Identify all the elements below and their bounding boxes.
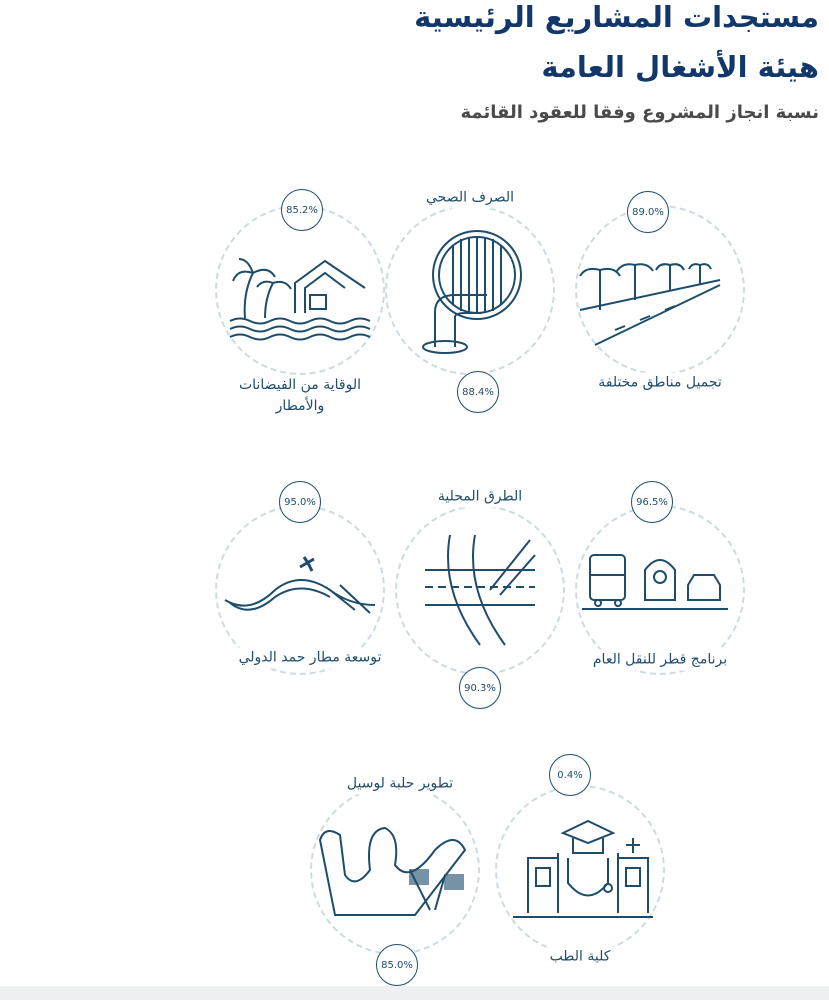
project-label: تجميل مناطق مختلفة: [595, 373, 725, 394]
footer-strip: [0, 986, 829, 1000]
page-description: نسبة انجاز المشروع وفقا للعقود القائمة: [460, 102, 819, 123]
progress-badge: 95.0%: [279, 481, 321, 523]
roads-icon: [420, 530, 540, 650]
progress-badge: 96.5%: [631, 481, 673, 523]
project-label: توسعة مطار حمد الدولي: [236, 648, 385, 669]
project-label: الوقاية من الفيضانات والأمطار: [222, 375, 378, 417]
transport-icon: [580, 545, 730, 615]
flood-house-icon: [225, 253, 375, 343]
airport-icon: [220, 555, 380, 625]
progress-badge: 89.0%: [627, 191, 669, 233]
progress-badge: 85.2%: [281, 189, 323, 231]
project-label: تطوير حلبة لوسيل: [344, 774, 456, 795]
page-title: مستجدات المشاريع الرئيسية: [414, 0, 819, 34]
project-label: الطرق المحلية: [435, 487, 525, 508]
project-label: برنامج قطر للنقل العام: [590, 650, 730, 671]
progress-badge: 88.4%: [457, 371, 499, 413]
progress-badge: 85.0%: [376, 944, 418, 986]
page-subtitle-organization: هيئة الأشغال العامة: [541, 50, 819, 84]
project-label: كلية الطب: [547, 947, 614, 968]
progress-badge: 90.3%: [459, 667, 501, 709]
race-track-icon: [315, 820, 485, 920]
medical-college-icon: [508, 813, 658, 923]
project-label: الصرف الصحي: [423, 188, 517, 209]
progress-badge: 0.4%: [549, 754, 591, 796]
palm-road-icon: [575, 250, 725, 350]
sewage-pipe-icon: [415, 227, 525, 357]
